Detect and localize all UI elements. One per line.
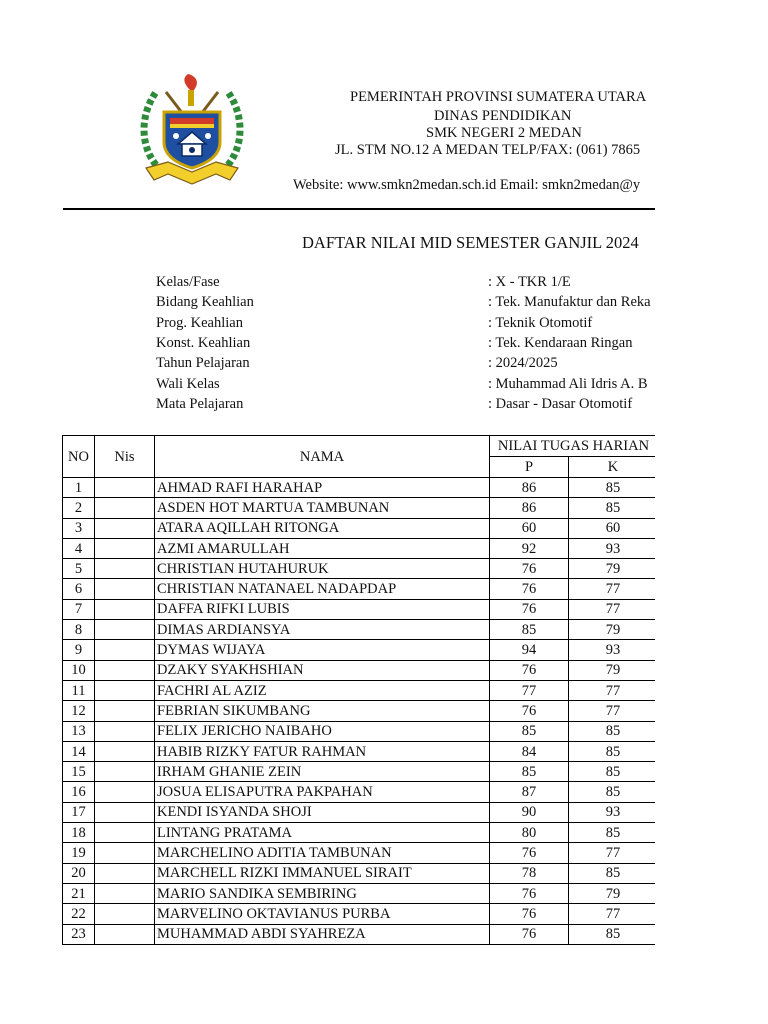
cell-k: 85	[569, 721, 658, 741]
cell-p: 92	[490, 538, 569, 558]
cell-k: 85	[569, 924, 658, 944]
info-value: : Tek. Manufaktur dan Reka	[488, 294, 651, 311]
letterhead-contact: Website: www.smkn2medan.sch.id Email: smkn2medan@y	[293, 177, 641, 193]
cell-k: 93	[569, 802, 658, 822]
column-header-nis: Nis	[95, 436, 155, 478]
cell-p: 76	[490, 701, 569, 721]
info-label: Konst. Keahlian	[156, 334, 251, 351]
cell-k: 79	[569, 620, 658, 640]
cell-nis	[95, 782, 155, 802]
cell-k: 77	[569, 904, 658, 924]
table-row	[63, 599, 658, 619]
cell-no: 16	[63, 782, 95, 802]
cell-p: 76	[490, 883, 569, 903]
column-header-k: K	[569, 457, 658, 478]
cell-nama: LINTANG PRATAMA	[155, 823, 490, 843]
cell-nis	[95, 741, 155, 761]
cell-no: 20	[63, 863, 95, 883]
cell-k: 77	[569, 579, 658, 599]
cell-p: 77	[490, 680, 569, 700]
table-row	[63, 863, 658, 883]
cell-k: 85	[569, 498, 658, 518]
info-label: Kelas/Fase	[156, 274, 220, 290]
cell-k: 77	[569, 701, 658, 721]
info-label: Bidang Keahlian	[156, 294, 254, 311]
cell-p: 78	[490, 863, 569, 883]
table-row	[63, 478, 658, 498]
cell-p: 76	[490, 579, 569, 599]
table-row	[63, 924, 658, 944]
column-header-nama: NAMA	[155, 436, 490, 478]
table-row	[63, 721, 658, 741]
grades-table-body	[63, 478, 658, 945]
header-divider	[63, 208, 655, 210]
cell-nis	[95, 680, 155, 700]
cell-k: 85	[569, 823, 658, 843]
cell-nama: DIMAS ARDIANSYA	[155, 620, 490, 640]
cell-nama: MARVELINO OKTAVIANUS PURBA	[155, 904, 490, 924]
cell-p: 60	[490, 518, 569, 538]
info-value: : Dasar - Dasar Otomotif	[488, 395, 633, 412]
cell-k: 77	[569, 843, 658, 863]
cell-nama: CHRISTIAN HUTAHURUK	[155, 559, 490, 579]
document-title: DAFTAR NILAI MID SEMESTER GANJIL 2024	[302, 233, 639, 252]
column-group-header: NILAI TUGAS HARIAN	[490, 436, 658, 457]
cell-no: 9	[63, 640, 95, 660]
cell-no: 22	[63, 904, 95, 924]
cell-no: 2	[63, 498, 95, 518]
cell-k: 85	[569, 741, 658, 761]
table-row	[63, 843, 658, 863]
letterhead-government: PEMERINTAH PROVINSI SUMATERA UTARA	[350, 89, 647, 105]
cell-no: 7	[63, 599, 95, 619]
cell-nama: KENDI ISYANDA SHOJI	[155, 802, 490, 822]
cell-nis	[95, 863, 155, 883]
cell-nis	[95, 518, 155, 538]
cell-nama: FEBRIAN SIKUMBANG	[155, 701, 490, 721]
table-row	[63, 741, 658, 761]
letterhead-address: JL. STM NO.12 A MEDAN TELP/FAX: (061) 7865	[335, 142, 641, 158]
cell-p: 76	[490, 599, 569, 619]
table-row	[63, 802, 658, 822]
cell-k: 85	[569, 782, 658, 802]
cell-k: 93	[569, 640, 658, 660]
cell-k: 85	[569, 762, 658, 782]
table-row	[63, 762, 658, 782]
cell-k: 85	[569, 863, 658, 883]
cell-k: 79	[569, 660, 658, 680]
cell-no: 11	[63, 680, 95, 700]
cell-p: 94	[490, 640, 569, 660]
cell-nama: MARCHELL RIZKI IMMANUEL SIRAIT	[155, 863, 490, 883]
table-row	[63, 620, 658, 640]
cell-k: 77	[569, 599, 658, 619]
cell-k: 60	[569, 518, 658, 538]
table-row	[63, 883, 658, 903]
cell-p: 90	[490, 802, 569, 822]
grades-table	[62, 435, 658, 945]
cell-no: 14	[63, 741, 95, 761]
table-row	[63, 518, 658, 538]
cell-k: 77	[569, 680, 658, 700]
cell-nis	[95, 701, 155, 721]
cell-p: 85	[490, 721, 569, 741]
cell-nis	[95, 660, 155, 680]
cell-k: 93	[569, 538, 658, 558]
cell-nama: JOSUA ELISAPUTRA PAKPAHAN	[155, 782, 490, 802]
cell-nama: DZAKY SYAKHSHIAN	[155, 660, 490, 680]
cell-nama: MUHAMMAD ABDI SYAHREZA	[155, 924, 490, 944]
cell-p: 85	[490, 762, 569, 782]
info-label: Prog. Keahlian	[156, 314, 243, 331]
cell-nis	[95, 579, 155, 599]
table-row	[63, 680, 658, 700]
column-header-p: P	[490, 457, 569, 478]
info-label: Tahun Pelajaran	[156, 355, 250, 372]
cell-nama: IRHAM GHANIE ZEIN	[155, 762, 490, 782]
cell-nis	[95, 599, 155, 619]
letterhead-school: SMK NEGERI 2 MEDAN	[426, 125, 582, 141]
cell-nama: DAFFA RIFKI LUBIS	[155, 599, 490, 619]
table-row	[63, 782, 658, 802]
cell-p: 86	[490, 478, 569, 498]
cell-nama: DYMAS WIJAYA	[155, 640, 490, 660]
table-row	[63, 660, 658, 680]
cell-nis	[95, 762, 155, 782]
cell-k: 79	[569, 883, 658, 903]
cell-nis	[95, 802, 155, 822]
cell-p: 85	[490, 620, 569, 640]
cell-no: 8	[63, 620, 95, 640]
cell-p: 84	[490, 741, 569, 761]
info-value: : Tek. Kendaraan Ringan	[488, 334, 633, 351]
cell-no: 6	[63, 579, 95, 599]
table-row	[63, 559, 658, 579]
cell-nama: FELIX JERICHO NAIBAHO	[155, 721, 490, 741]
table-row	[63, 823, 658, 843]
cell-p: 86	[490, 498, 569, 518]
info-label: Mata Pelajaran	[156, 395, 244, 412]
provincial-emblem-icon	[136, 70, 248, 186]
info-value: : 2024/2025	[488, 355, 558, 372]
cell-no: 13	[63, 721, 95, 741]
cell-no: 3	[63, 518, 95, 538]
cell-no: 10	[63, 660, 95, 680]
cell-nama: ATARA AQILLAH RITONGA	[155, 518, 490, 538]
cell-no: 23	[63, 924, 95, 944]
cell-nama: CHRISTIAN NATANAEL NADAPDAP	[155, 579, 490, 599]
cell-k: 85	[569, 478, 658, 498]
info-value: : Muhammad Ali Idris A. B	[488, 375, 648, 392]
table-row	[63, 640, 658, 660]
cell-nis	[95, 823, 155, 843]
cell-nis	[95, 640, 155, 660]
cell-nis	[95, 904, 155, 924]
column-header-no: NO	[63, 436, 95, 478]
cell-no: 19	[63, 843, 95, 863]
cell-nama: AZMI AMARULLAH	[155, 538, 490, 558]
cell-nis	[95, 843, 155, 863]
letterhead-agency: DINAS PENDIDIKAN	[434, 108, 572, 124]
cell-no: 12	[63, 701, 95, 721]
cell-nis	[95, 559, 155, 579]
cell-nama: MARIO SANDIKA SEMBIRING	[155, 883, 490, 903]
cell-p: 76	[490, 843, 569, 863]
cell-p: 76	[490, 660, 569, 680]
cell-nama: AHMAD RAFI HARAHAP	[155, 478, 490, 498]
cell-nis	[95, 721, 155, 741]
cell-no: 18	[63, 823, 95, 843]
cell-nama: HABIB RIZKY FATUR RAHMAN	[155, 741, 490, 761]
cell-nis	[95, 620, 155, 640]
cell-no: 17	[63, 802, 95, 822]
cell-p: 76	[490, 904, 569, 924]
info-value: : X - TKR 1/E	[488, 274, 571, 290]
table-row	[63, 904, 658, 924]
cell-nama: MARCHELINO ADITIA TAMBUNAN	[155, 843, 490, 863]
cell-no: 5	[63, 559, 95, 579]
cell-p: 76	[490, 559, 569, 579]
cell-no: 1	[63, 478, 95, 498]
cell-nis	[95, 924, 155, 944]
cell-nama: FACHRI AL AZIZ	[155, 680, 490, 700]
table-row	[63, 701, 658, 721]
cell-nis	[95, 538, 155, 558]
page-crop-mask	[655, 0, 768, 1024]
cell-p: 76	[490, 924, 569, 944]
info-value: : Teknik Otomotif	[488, 314, 593, 331]
table-row	[63, 538, 658, 558]
table-row	[63, 579, 658, 599]
cell-no: 15	[63, 762, 95, 782]
cell-nis	[95, 883, 155, 903]
info-label: Wali Kelas	[156, 375, 220, 392]
cell-nis	[95, 478, 155, 498]
table-row	[63, 498, 658, 518]
cell-no: 4	[63, 538, 95, 558]
cell-no: 21	[63, 883, 95, 903]
cell-k: 79	[569, 559, 658, 579]
cell-nis	[95, 498, 155, 518]
cell-nama: ASDEN HOT MARTUA TAMBUNAN	[155, 498, 490, 518]
cell-p: 87	[490, 782, 569, 802]
cell-p: 80	[490, 823, 569, 843]
